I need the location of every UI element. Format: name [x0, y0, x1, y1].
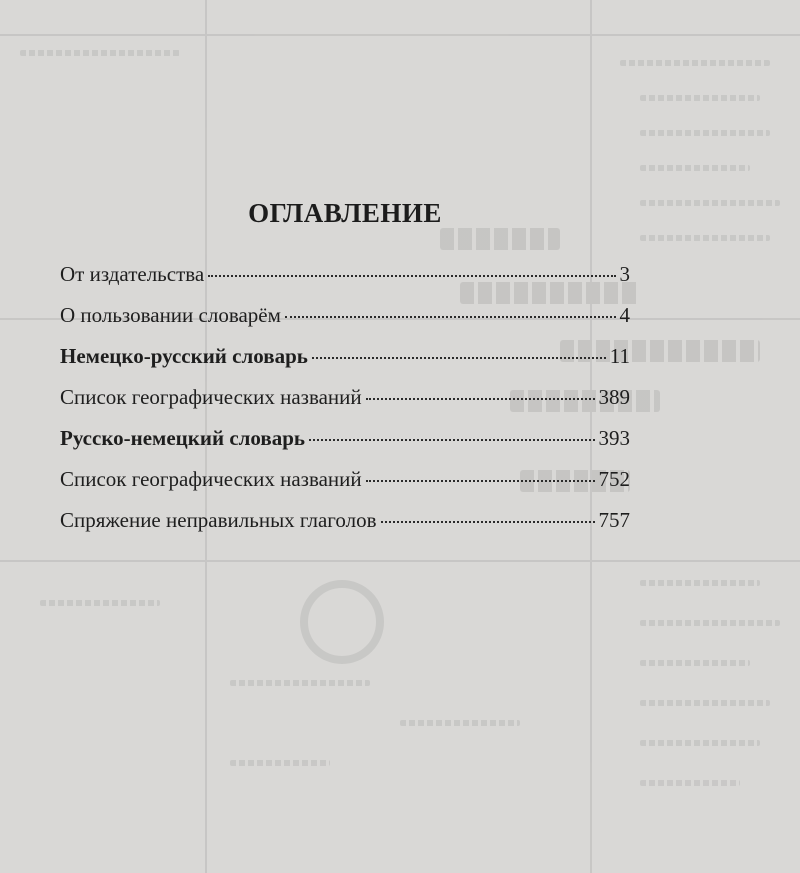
dot-leader: [208, 275, 615, 277]
toc-entry-label: От издательства: [60, 262, 205, 286]
table-of-contents: [60, 262, 630, 549]
toc-entry-page-number: 3: [619, 262, 630, 286]
dot-leader: [366, 480, 595, 482]
toc-entry-label: Русско-немецкий словарь: [60, 426, 306, 450]
toc-entry-label: Список географических названий: [60, 385, 362, 409]
toc-entry[interactable]: [60, 385, 630, 426]
toc-entry-label: Список географических названий: [60, 467, 362, 491]
dot-leader: [381, 521, 595, 523]
toc-entry-page-number: 757: [598, 508, 630, 532]
toc-entry[interactable]: [60, 508, 630, 549]
toc-entry-page-number: 393: [598, 426, 630, 450]
toc-entry-page-number: 11: [609, 344, 630, 368]
page-title: ОГЛАВЛЕНИЕ: [248, 198, 442, 228]
dot-leader: [285, 316, 616, 318]
toc-entry-page-number: 4: [619, 303, 630, 327]
toc-entry-page-number: 752: [598, 467, 630, 491]
toc-entry[interactable]: [60, 344, 630, 385]
toc-entry-page-number: 389: [598, 385, 630, 409]
toc-entry-label: Спряжение неправильных глаголов: [60, 508, 377, 532]
dot-leader: [312, 357, 606, 359]
toc-entry-label: Немецко-русский словарь: [60, 344, 308, 368]
toc-entry[interactable]: [60, 303, 630, 344]
toc-entry[interactable]: [60, 467, 630, 508]
toc-entry[interactable]: [60, 426, 630, 467]
dot-leader: [309, 439, 594, 441]
dot-leader: [366, 398, 595, 400]
toc-entry[interactable]: [60, 262, 630, 303]
toc-entry-label: О пользовании словарём: [60, 303, 281, 327]
